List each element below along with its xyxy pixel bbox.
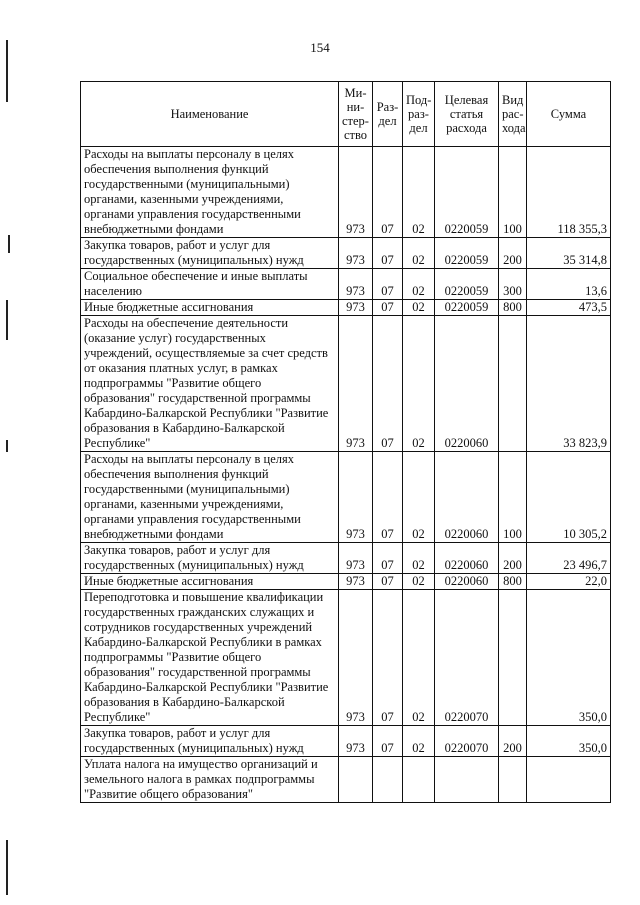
row-ministry: 973 [339,590,373,726]
row-subsection: 02 [403,300,435,316]
table-row [81,147,611,238]
row-ministry: 973 [339,147,373,238]
margin-mark [6,440,8,452]
table-row [81,269,611,300]
row-expense-type: 800 [499,574,527,590]
margin-mark [6,840,8,895]
row-subsection: 02 [403,574,435,590]
row-name: Закупка товаров, работ и услуг для государственных (муниципальных) нужд [81,238,339,269]
row-section: 07 [373,269,403,300]
row-expense-type [499,316,527,452]
row-subsection: 02 [403,452,435,543]
row-target-article: 0220060 [435,316,499,452]
page-number: 154 [310,40,330,55]
row-amount: 35 314,8 [527,238,611,269]
margin-mark [6,40,8,102]
row-section [373,757,403,803]
row-target-article: 0220059 [435,238,499,269]
row-expense-type: 800 [499,300,527,316]
header-subsection: Под- раз- дел [403,82,435,147]
table-row [81,543,611,574]
row-section: 07 [373,543,403,574]
row-expense-type [499,590,527,726]
table-row [81,316,611,452]
row-target-article: 0220060 [435,574,499,590]
budget-table [80,81,611,803]
row-target-article: 0220060 [435,452,499,543]
table-row [81,452,611,543]
row-subsection: 02 [403,316,435,452]
header-target-article: Целевая статья расхода [435,82,499,147]
row-name: Уплата налога на имущество организаций и земельного налога в рамках подпрограммы "Развитие общего образования" [81,757,339,803]
table-row [81,590,611,726]
row-ministry: 973 [339,316,373,452]
row-section: 07 [373,316,403,452]
row-subsection: 02 [403,590,435,726]
row-name: Иные бюджетные ассигнования [81,300,339,316]
row-expense-type: 200 [499,543,527,574]
row-expense-type: 200 [499,726,527,757]
row-amount: 473,5 [527,300,611,316]
row-section: 07 [373,452,403,543]
header-amount: Сумма [527,82,611,147]
row-subsection: 02 [403,238,435,269]
header-name: Наименование [81,82,339,147]
row-subsection: 02 [403,269,435,300]
row-name: Переподготовка и повышение квалификации государственных гражданских служащих и сотрудников государственных учреждений Кабардино-Балкарской Республики в рамках подпрограммы "Развитие общего образования" государственной программы Кабардино-Балкарской Республики "Развитие образования в Кабардино-Балкарской Республике" [81,590,339,726]
row-subsection [403,757,435,803]
row-subsection: 02 [403,543,435,574]
row-target-article: 0220059 [435,147,499,238]
row-expense-type: 200 [499,238,527,269]
row-target-article: 0220060 [435,543,499,574]
table-row [81,757,611,803]
row-expense-type [499,757,527,803]
row-amount: 13,6 [527,269,611,300]
table-body [81,147,611,803]
row-amount: 118 355,3 [527,147,611,238]
row-name: Расходы на выплаты персоналу в целях обеспечения выполнения функций государственными (муниципальными) органами, казенными учреждениями, органами управления государственными внебюджетными фондами [81,452,339,543]
row-section: 07 [373,726,403,757]
row-name: Социальное обеспечение и иные выплаты населению [81,269,339,300]
row-section: 07 [373,238,403,269]
row-amount: 10 305,2 [527,452,611,543]
row-ministry: 973 [339,543,373,574]
row-section: 07 [373,590,403,726]
table-header-row [81,82,611,147]
row-name: Закупка товаров, работ и услуг для государственных (муниципальных) нужд [81,543,339,574]
row-name: Расходы на выплаты персоналу в целях обеспечения выполнения функций государственными (муниципальными) органами, казенными учреждениями, органами управления государственными внебюджетными фондами [81,147,339,238]
row-ministry: 973 [339,452,373,543]
table-row [81,726,611,757]
row-amount: 22,0 [527,574,611,590]
row-amount: 350,0 [527,590,611,726]
table-row [81,238,611,269]
row-ministry: 973 [339,726,373,757]
row-amount: 350,0 [527,726,611,757]
row-expense-type: 300 [499,269,527,300]
header-section: Раз- дел [373,82,403,147]
margin-mark [6,300,8,340]
row-expense-type: 100 [499,452,527,543]
header-ministry: Ми- ни- стер- ство [339,82,373,147]
row-name: Расходы на обеспечение деятельности (оказание услуг) государственных учреждений, осуществляемые за счет средств от оказания платных услуг, в рамках подпрограммы "Развитие общего образования" государственной программы Кабардино-Балкарской Республики "Развитие образования в Кабардино-Балкарской Республике" [81,316,339,452]
row-name: Закупка товаров, работ и услуг для государственных (муниципальных) нужд [81,726,339,757]
row-ministry: 973 [339,269,373,300]
row-amount: 33 823,9 [527,316,611,452]
row-ministry [339,757,373,803]
row-target-article: 0220070 [435,726,499,757]
row-target-article: 0220070 [435,590,499,726]
row-target-article: 0220059 [435,300,499,316]
row-target-article: 0220059 [435,269,499,300]
margin-mark [8,235,10,253]
table-row [81,574,611,590]
row-expense-type: 100 [499,147,527,238]
row-section: 07 [373,574,403,590]
row-section: 07 [373,147,403,238]
row-target-article [435,757,499,803]
row-name: Иные бюджетные ассигнования [81,574,339,590]
row-ministry: 973 [339,300,373,316]
table-row [81,300,611,316]
row-amount [527,757,611,803]
header-expense-type: Вид рас- хода [499,82,527,147]
row-amount: 23 496,7 [527,543,611,574]
row-subsection: 02 [403,147,435,238]
row-subsection: 02 [403,726,435,757]
row-section: 07 [373,300,403,316]
row-ministry: 973 [339,238,373,269]
row-ministry: 973 [339,574,373,590]
